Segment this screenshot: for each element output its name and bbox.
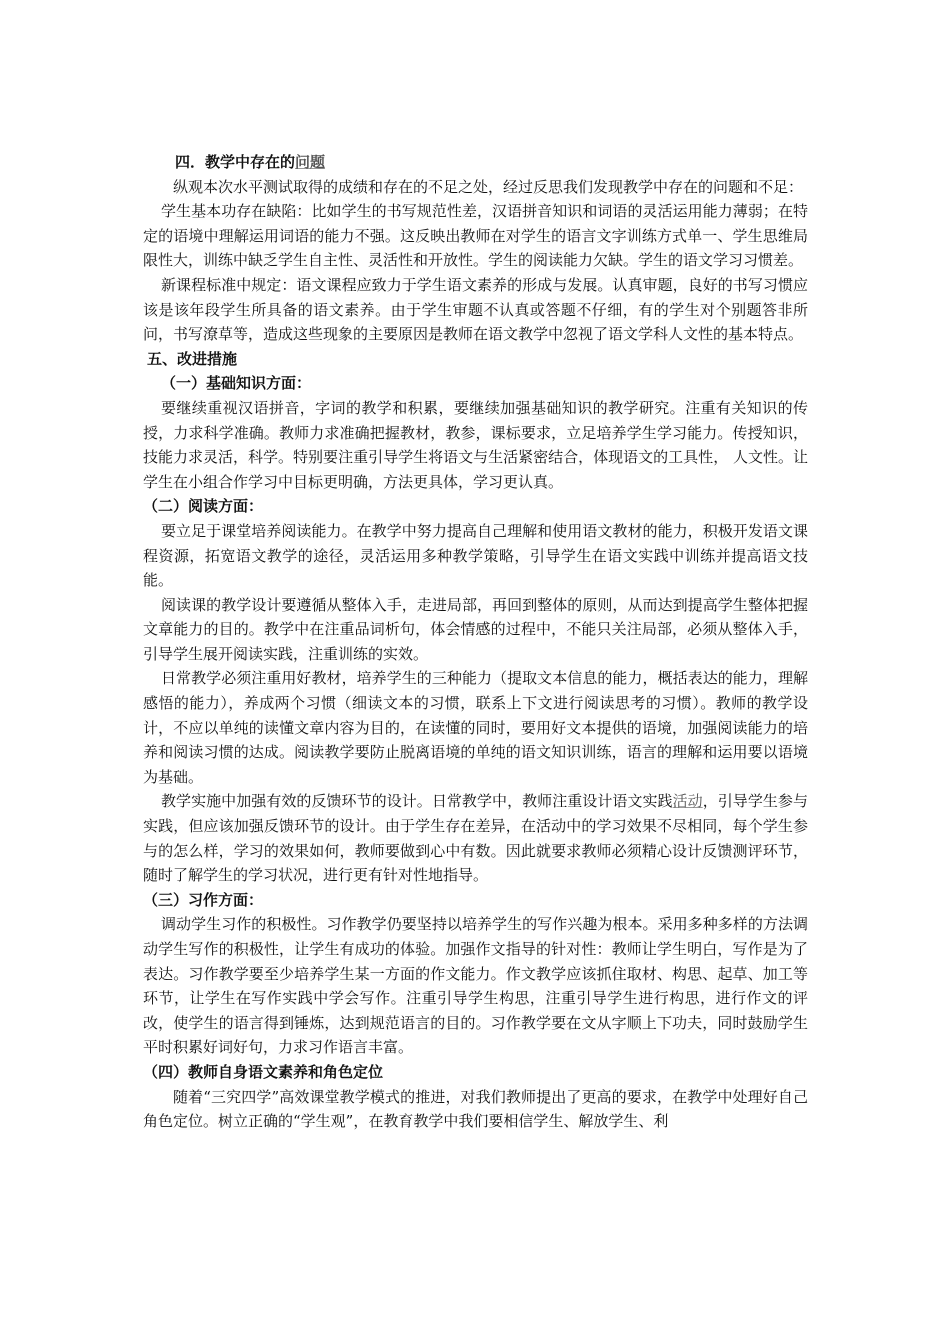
paragraph: 调动学生习作的积极性。习作教学仍要坚持以培养学生的写作兴趣为根本。采用多种多样的方法调动学生写作的积极性，让学生有成功的体验。加强作文指导的针对性：教师让学生明白，写作是为了表达。习作教学要至少培养学生某一方面的作文能力。作文教学应该抓住取材、构思、起草、加工等环节，让学生在写作实践中学会写作。注重引导学生构思，注重引导学生进行构思，进行作文的评改，使学生的语言得到锤炼，达到规范语言的目的。习作教学要在文从字顺上下功夫，同时鼓励学生平时积累好词好句，力求习作语言丰富。 [143, 915, 808, 1057]
subsection-3-heading: （三）习作方面： [143, 890, 264, 909]
paragraph: 日常教学必须注重用好教材，培养学生的三种能力（提取文本信息的能力，概括表达的能力，理解感悟的能力），养成两个习惯（细读文本的习惯，联系上下文进行阅读思考的习惯）。教师的教学设计，不应以单纯的读懂文章内容为目的，在读懂的同时，要用好文本提供的语境，加强阅读能力的培养和阅读习惯的达成。阅读教学要防止脱离语境的单纯的语文知识训练，语言的理解和运用要以语境为基础。 [143, 669, 808, 786]
section-5-heading: 五、改进措施 [147, 349, 238, 368]
paragraph: 学生基本功存在缺陷：比如学生的书写规范性差，汉语拼音知识和词语的灵活运用能力薄弱；在特定的语境中理解运用词语的能力不强。这反映出教师在对学生的语言文字训练方式单一、学生思维局限性大，训练中缺乏学生自主性、灵活性和开放性。学生的阅读能力欠缺。学生的语文学习习惯差。 [143, 202, 808, 270]
paragraph: 新课程标准中规定：语文课程应致力于学生语文素养的形成与发展。认真审题，良好的书写习惯应该是该年段学生所具备的语文素养。由于学生审题不认真或答题不仔细，有的学生对个别题答非所问，书写潦草等，造成这些现象的主要原因是教师在语文教学中忽视了语文学科人文性的基本特点。 [143, 275, 808, 344]
subsection-4-heading: （四）教师自身语文素养和角色定位 [143, 1062, 384, 1081]
subsection-1-heading: （一）基础知识方面： [161, 374, 312, 393]
paragraph: 随着“三究四学”高效课堂教学模式的推进，对我们教师提出了更高的要求，在教学中处理好自己角色定位。树立正确的“学生观”，在教育教学中我们要相信学生、解放学生、利 [143, 1087, 808, 1131]
paragraph-text: 教学实施中加强有效的反馈环节的设计。日常教学中，教师注重设计语文实践 [161, 792, 673, 811]
document-page [143, 150, 808, 1134]
paragraph-text: ，引导学生参与实践，但应该加强反馈环节的设计。由于学生存在差异，在活动中的学习效果不尽相同，每个学生参与的怎么样，学习的效果如何，教师要做到心中有数。因此就要求教师必须精心设计反馈测评环节，随时了解学生的学习状况，进行更有针对性地指导。 [143, 792, 808, 885]
paragraph: 阅读课的教学设计要遵循从整体入手，走进局部，再回到整体的原则，从而达到提高学生整体把握文章能力的目的。教学中在注重品词析句，体会情感的过程中，不能只关注局部，必须从整体入手，引导学生展开阅读实践，注重训练的实效。 [143, 595, 808, 663]
section-4-heading-text: 四．教学中存在的 [175, 153, 296, 171]
problem-link[interactable]: 问题 [295, 153, 326, 171]
subsection-2-heading: （二）阅读方面： [143, 497, 264, 516]
paragraph: 纵观本次水平测试取得的成绩和存在的不足之处，经过反思我们发现教学中存在的问题和不足： [173, 177, 804, 196]
paragraph [143, 789, 808, 887]
paragraph: 要继续重视汉语拼音，字词的教学和积累，要继续加强基础知识的教学研究。注重有关知识的传授，力求科学准确。教师力求准确把握教材，教参，课标要求，立足培养学生学习能力。传授知识，技能力求灵活，科学。特别要注重引导学生将语文与生活紧密结合，体现语文的工具性， 人文性。让学生在小组合作学习中目标更明确，方法更具体，学习更认真。 [143, 398, 808, 491]
activity-link[interactable]: 活动 [672, 792, 703, 811]
section-4-heading [143, 150, 808, 175]
paragraph: 要立足于课堂培养阅读能力。在教学中努力提高自己理解和使用语文教材的能力，积极开发语文课程资源，拓宽语文教学的途径，灵活运用多种教学策略，引导学生在语文实践中训练并提高语文技能。 [143, 521, 808, 590]
